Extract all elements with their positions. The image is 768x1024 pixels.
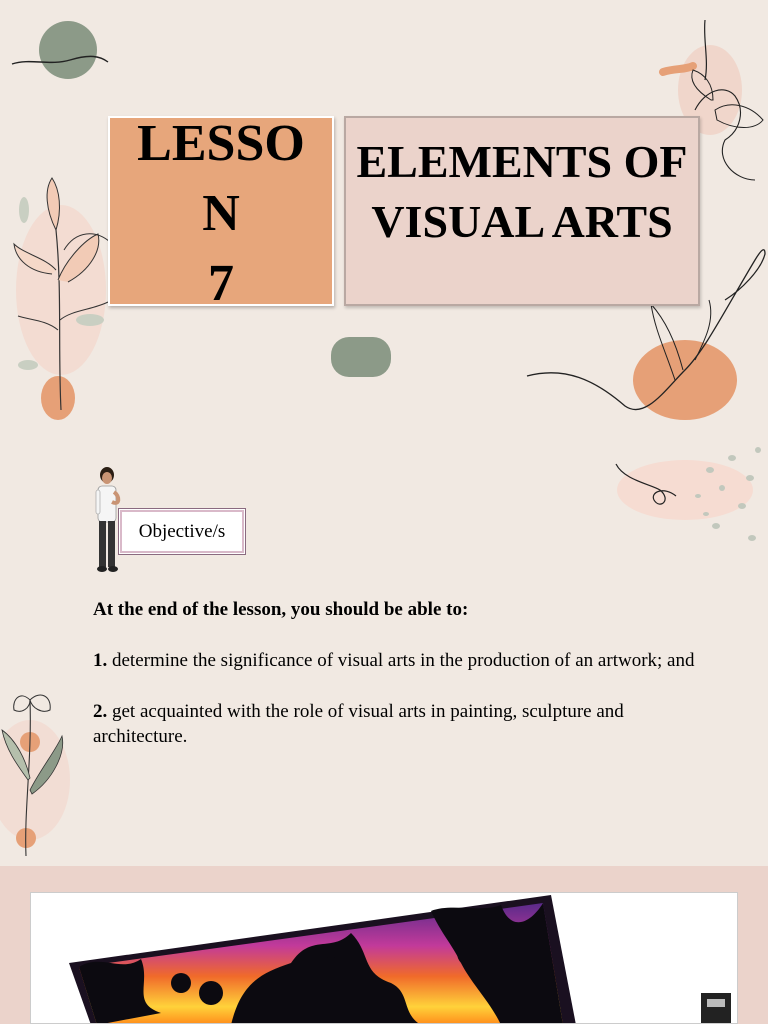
lesson-number-text: LESSO N 7 bbox=[137, 116, 305, 306]
objective-item bbox=[93, 648, 713, 673]
lesson-number-box bbox=[108, 116, 334, 306]
objective-number: 1. bbox=[93, 650, 108, 671]
dots-decoration-icon bbox=[610, 430, 768, 555]
objective-item bbox=[93, 699, 713, 749]
objectives-section bbox=[93, 597, 713, 775]
objectives-intro: At the end of the lesson, you should be able to: bbox=[93, 599, 469, 620]
title-box bbox=[344, 116, 700, 306]
painting-image-frame bbox=[30, 892, 738, 1024]
sage-blob-icon bbox=[330, 336, 392, 378]
objective-number: 2. bbox=[93, 701, 108, 722]
sunset-painting-image bbox=[31, 893, 738, 1024]
objective-label: Objective/s bbox=[118, 508, 246, 555]
lower-left-flower-decoration-icon bbox=[0, 670, 80, 860]
objective-text: determine the significance of visual arts in the production of an artwork; and bbox=[107, 650, 695, 671]
page-title: ELEMENTS OF VISUAL ARTS bbox=[356, 136, 688, 247]
objective-text: get acquainted with the role of visual arts in painting, sculpture and architecture. bbox=[93, 701, 624, 747]
sage-blob-icon bbox=[10, 18, 110, 82]
